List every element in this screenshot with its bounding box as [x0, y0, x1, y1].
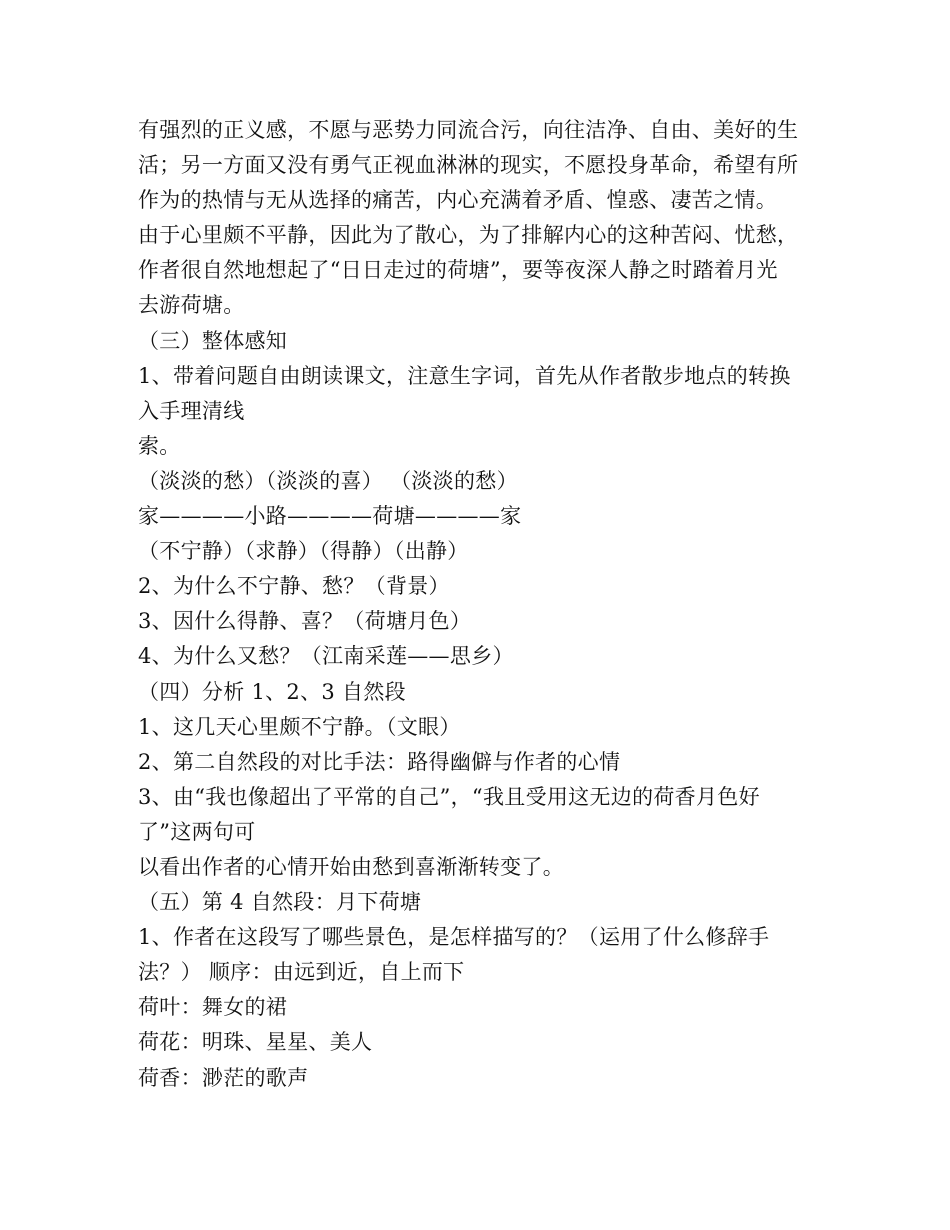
section-heading: （四）分析 1、2、3 自然段 [138, 679, 406, 704]
text-line: 荷香：渺茫的歌声 [138, 1065, 309, 1090]
text-line: 1、作者在这段写了哪些景色，是怎样描写的？（运用了什么修辞手 [138, 925, 770, 950]
text-line: 作者很自然地想起了“日日走过的荷塘”，要等夜深人静之时踏着月光 [138, 258, 778, 283]
text-line: 2、为什么不宁静、愁？（背景） [138, 574, 450, 599]
text-line: 法？） 顺序：由远到近，自上而下 [138, 960, 465, 985]
text-line: 荷花：明珠、星星、美人 [138, 1030, 373, 1055]
text-line: 了”这两句可 [138, 819, 256, 844]
text-line: （不宁静）（求静）（得静）（出静） [138, 539, 469, 564]
text-line: 3、因什么得静、喜？（荷塘月色） [138, 609, 472, 634]
document-body [138, 113, 818, 1096]
text-line: 3、由“我也像超出了平常的自己”，“我且受用这无边的荷香月色好 [138, 784, 760, 809]
text-line: 去游荷塘。 [138, 293, 245, 318]
text-line: 入手理清线 [138, 398, 245, 423]
text-line: 4、为什么又愁？（江南采莲——思乡） [138, 644, 514, 669]
text-line: 活；另一方面又没有勇气正视血淋淋的现实，不愿投身革命，希望有所 [138, 153, 799, 178]
text-line: 1、带着问题自由朗读课文，注意生字词，首先从作者散步地点的转换 [138, 363, 791, 388]
text-line: 以看出作者的心情开始由愁到喜渐渐转变了。 [138, 854, 564, 879]
section-heading: （三）整体感知 [138, 328, 288, 353]
section-heading: （五）第 4 自然段：月下荷塘 [138, 890, 422, 915]
text-line: 家————小路————荷塘————家 [138, 504, 522, 529]
text-line: 索。 [138, 433, 181, 458]
text-line: 作为的热情与无从选择的痛苦，内心充满着矛盾、惶惑、凄苦之情。 [138, 188, 777, 213]
text-line: 1、这几天心里颇不宁静。（文眼） [138, 714, 461, 739]
text-line: 由于心里颇不平静，因此为了散心，为了排解内心的这种苦闷、忧愁， [138, 223, 799, 248]
text-line: 2、第二自然段的对比手法：路得幽僻与作者的心情 [138, 749, 621, 774]
text-line: 荷叶：舞女的裙 [138, 995, 288, 1020]
text-line: （淡淡的愁）（淡淡的喜） （淡淡的愁） [138, 468, 518, 493]
text-line: 有强烈的正义感，不愿与恶势力同流合污，向往洁净、自由、美好的生 [138, 118, 799, 142]
